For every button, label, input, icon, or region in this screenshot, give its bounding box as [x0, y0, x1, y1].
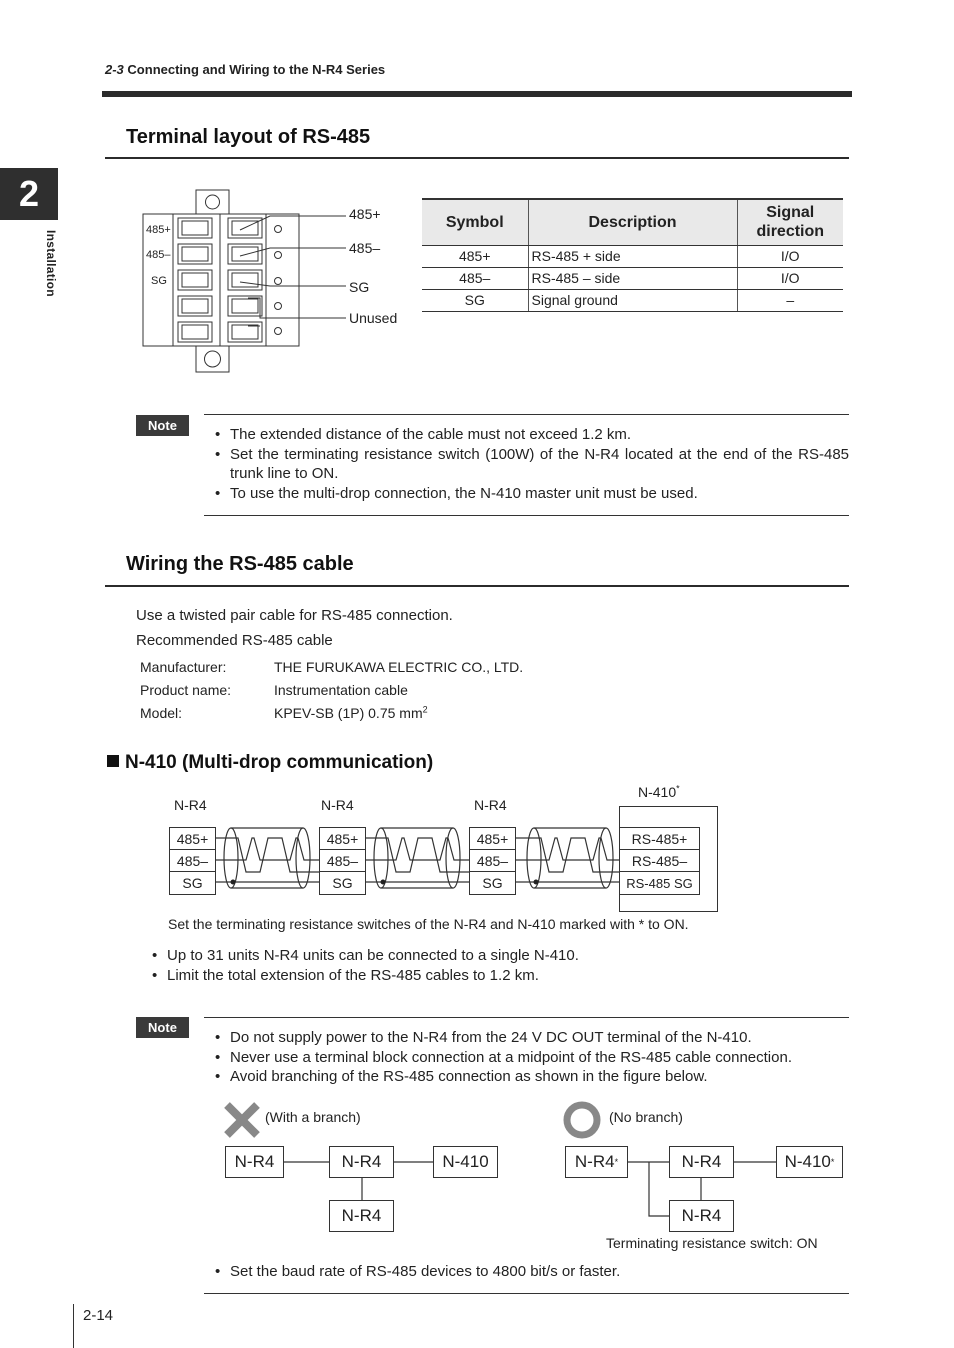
- multidrop-title: N-410 (Multi-drop communication): [107, 752, 433, 774]
- table-header-row: [422, 199, 843, 245]
- note1-top-rule: [204, 414, 849, 415]
- note2-last-list: [215, 1262, 849, 1282]
- spec-value: THE FURUKAWA ELECTRIC CO., LTD.: [274, 659, 524, 675]
- table-cell: I/O: [737, 267, 843, 289]
- wiring-section-rule: [105, 585, 849, 587]
- table-row: [422, 245, 843, 267]
- note2-bottom-rule: [204, 1293, 849, 1294]
- terminal-symbol-table: [422, 198, 843, 312]
- chapter-tab: 2: [0, 168, 58, 220]
- note1-item: • Set the terminating resistance switch (100W) of the N-R4 located at the end of the RS-485 trunk line to ON.: [215, 445, 849, 484]
- pin-label-sg: SG: [151, 275, 167, 287]
- terminal-cell: RS-485+: [619, 827, 700, 850]
- bad-example-label: (With a branch): [265, 1109, 361, 1125]
- unit-label: N-R4: [474, 797, 507, 813]
- note-tag-2: Note: [136, 1017, 189, 1038]
- terminal-section-rule: [105, 157, 849, 159]
- note2-item: • Set the baud rate of RS-485 devices to 4800 bit/s or faster.: [215, 1262, 849, 1282]
- terminal-section-title: Terminal layout of RS-485: [126, 126, 371, 148]
- table-row: [422, 289, 843, 311]
- table-cell: –: [737, 289, 843, 311]
- page-number: 2-14: [83, 1307, 114, 1324]
- terminal-cell: SG: [169, 871, 216, 895]
- mount-hole-top: [206, 195, 220, 209]
- terminal-cell: 485+: [169, 827, 216, 850]
- master-label: N-410*: [638, 783, 680, 800]
- terminal-cell: RS-485–: [619, 849, 700, 872]
- table-cell: I/O: [737, 245, 843, 267]
- callout-485minus: 485–: [349, 240, 381, 256]
- table-cell: Signal ground: [528, 289, 737, 311]
- pin-label-485plus: 485+: [146, 224, 171, 236]
- note1-list: [215, 425, 849, 503]
- terminal-cell: SG: [469, 871, 516, 895]
- terminal-cell: 485–: [469, 849, 516, 872]
- running-header: [105, 62, 385, 77]
- multidrop-bullet: • Up to 31 units N-R4 units can be connected to a single N-410.: [152, 946, 752, 966]
- spec-key: Manufacturer:: [140, 659, 227, 675]
- twisted-pair-cables: [216, 824, 620, 894]
- cross-icon: [222, 1100, 262, 1140]
- spec-key: Model:: [140, 705, 183, 721]
- mount-tab-bottom: [196, 346, 229, 372]
- node-box: N-R4: [669, 1146, 734, 1178]
- node-box: N-R4: [329, 1200, 394, 1232]
- multidrop-bullets: [152, 946, 752, 985]
- unit-label: N-R4: [174, 797, 207, 813]
- note2-list: [215, 1028, 849, 1087]
- col-header-symbol: Symbol: [422, 199, 528, 245]
- note2-item: • Never use a terminal block connection at a midpoint of the RS-485 cable connection.: [215, 1048, 849, 1068]
- table-cell: 485–: [422, 267, 528, 289]
- terminal-cell: SG: [319, 871, 366, 895]
- terminal-cell: 485–: [169, 849, 216, 872]
- note2-item: • Avoid branching of the RS-485 connection as shown in the figure below.: [215, 1067, 849, 1087]
- table-cell: 485+: [422, 245, 528, 267]
- terminal-block-diagram: [140, 186, 410, 378]
- mount-tab-top: [196, 190, 229, 214]
- table-cell: RS-485 – side: [528, 267, 737, 289]
- col-header-signal-direction: Signal direction: [737, 199, 843, 245]
- header-section-number: 2-3: [105, 62, 124, 77]
- note1-item: • The extended distance of the cable must not exceed 1.2 km.: [215, 425, 849, 445]
- wiring-intro-text: Use a twisted pair cable for RS-485 connection.: [136, 607, 453, 624]
- spec-key: Product name:: [140, 682, 232, 698]
- note2-item: • Do not supply power to the N-R4 from the 24 V DC OUT terminal of the N-410.: [215, 1028, 849, 1048]
- note1-item: • To use the multi-drop connection, the N-410 master unit must be used.: [215, 484, 849, 504]
- table-cell: SG: [422, 289, 528, 311]
- page-number-rule: [73, 1304, 74, 1348]
- connection-lines: [222, 1145, 852, 1235]
- chapter-side-label: Installation: [44, 230, 58, 297]
- callout-485plus: 485+: [349, 206, 381, 222]
- spec-value: Instrumentation cable: [274, 682, 408, 698]
- wiring-section-title: Wiring the RS-485 cable: [126, 553, 354, 575]
- header-section-title: Connecting and Wiring to the N-R4 Series: [127, 62, 386, 77]
- good-example-label: (No branch): [609, 1109, 683, 1125]
- callout-sg: SG: [349, 279, 370, 295]
- note1-bottom-rule: [204, 515, 849, 516]
- node-box: N-R4 *: [565, 1146, 628, 1178]
- pin-label-485minus: 485–: [146, 249, 171, 261]
- note2-top-rule: [204, 1017, 849, 1018]
- header-rule: [102, 91, 852, 97]
- node-box: N-410 *: [776, 1146, 843, 1178]
- square-bullet-icon: [107, 755, 119, 767]
- terminal-cell: 485+: [469, 827, 516, 850]
- mount-hole-bottom: [205, 351, 221, 367]
- col-header-description: Description: [528, 199, 737, 245]
- unit-label: N-R4: [321, 797, 354, 813]
- circle-ok-icon: [562, 1100, 602, 1140]
- node-box: N-R4: [329, 1146, 394, 1178]
- recommended-cable-heading: Recommended RS-485 cable: [136, 632, 333, 649]
- note-tag-1: Note: [136, 415, 189, 436]
- node-box: N-410: [433, 1146, 498, 1178]
- node-box: N-R4: [225, 1146, 284, 1178]
- table-row: [422, 267, 843, 289]
- terminating-note: Terminating resistance switch: ON: [606, 1235, 818, 1251]
- callout-unused: Unused: [349, 310, 398, 326]
- terminal-cell: RS-485 SG: [619, 871, 700, 895]
- multidrop-caption: Set the terminating resistance switches of the N-R4 and N-410 marked with * to ON.: [168, 916, 689, 932]
- terminal-cell: 485–: [319, 849, 366, 872]
- node-box: N-R4: [669, 1200, 734, 1232]
- terminal-cell: 485+: [319, 827, 366, 850]
- multidrop-bullet: • Limit the total extension of the RS-485 cables to 1.2 km.: [152, 966, 752, 986]
- spec-value-model: KPEV-SB (1P) 0.75 $mm^2$: [274, 704, 428, 721]
- table-cell: RS-485 + side: [528, 245, 737, 267]
